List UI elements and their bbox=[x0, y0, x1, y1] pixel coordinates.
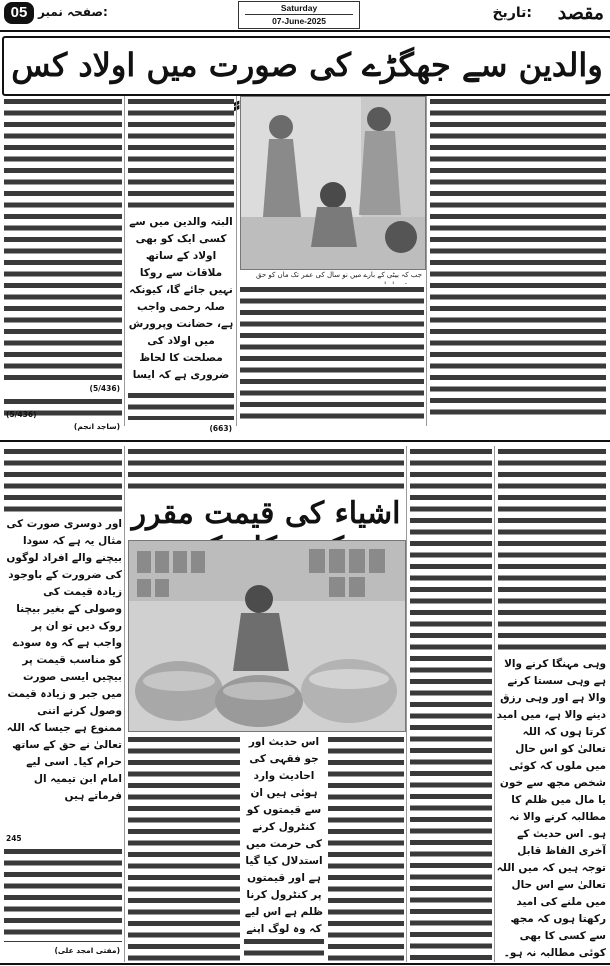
article1-headline-banner bbox=[2, 36, 610, 96]
page-bottom-rule bbox=[0, 963, 610, 965]
column-divider bbox=[124, 96, 125, 426]
article1-column-3-top bbox=[128, 96, 234, 210]
article2-column-3-top bbox=[128, 446, 404, 490]
page-label: صفحہ نمبر: bbox=[38, 5, 108, 19]
article1-pull-quote: البتہ والدین میں سے کسی ایک کو بھی اولاد کے ساتھ ملاقات سے روکا نہیں جائے گا، کیونکہ صلہ رحمی واجب ہے، حضانت وپرورش میں اولاد کی مصلحت کا لحاظ ضروری ہے کہ ایسا bbox=[128, 216, 234, 381]
header-rule bbox=[0, 30, 610, 32]
article1-photo bbox=[240, 96, 426, 270]
article2-ref-left: 245 bbox=[6, 834, 22, 843]
article2-column-5 bbox=[128, 734, 240, 962]
article-separator bbox=[0, 440, 610, 442]
article1-ref-3: (663) bbox=[209, 424, 232, 433]
article1-column-4 bbox=[4, 96, 122, 382]
column-divider bbox=[406, 446, 407, 962]
article1-headline: والدین سے جھگڑے کی صورت میں اولاد کس bbox=[11, 46, 603, 84]
article2-column-3 bbox=[328, 734, 404, 962]
article2-column-2 bbox=[410, 446, 492, 962]
page-number-badge: 05 bbox=[4, 2, 34, 24]
date-label: تاریخ: bbox=[492, 5, 532, 21]
family-argument-illustration bbox=[241, 97, 425, 269]
article2-credit: (مفتی امجد علی) bbox=[54, 946, 120, 955]
article1-column-1 bbox=[430, 96, 606, 420]
article2-photo bbox=[128, 540, 406, 732]
article2-column-6-bottom bbox=[4, 846, 122, 942]
newspaper-logo: مقصد bbox=[557, 2, 604, 24]
date-box bbox=[238, 1, 360, 29]
masthead bbox=[0, 0, 610, 30]
column-divider bbox=[124, 446, 125, 962]
article2-headline: اشیاء کی قیمت مقرر bbox=[131, 496, 401, 531]
column-divider bbox=[236, 96, 237, 426]
article2-pull-quote-left: اور دوسری صورت کی مثال یہ ہے کہ سودا بیچنے والے افراد لوگوں کی ضرورت کے باوجود زیادہ قیمت کی وصولی کے بغیر بیچنا روک دیں تو ان پر واجب ہے کہ وہ سودے کو مناسب قیمت پر بیچیں ایسی صورت میں جبر و زیادہ قیمت وصول کرنے اتنی ممنوع ہے جیسا کہ اللہ تعالیٰ نے حق کے ساتھ حرام کیا۔ اسی لیے امام ابن تیمیہ ال فرماتے ہیں bbox=[6, 518, 122, 802]
day-text: Saturday bbox=[280, 3, 318, 13]
date-text: 07-June-2025 bbox=[272, 16, 326, 26]
article2-column-1 bbox=[498, 446, 606, 652]
article1-column-3-bottom bbox=[128, 390, 234, 420]
grocery-shop-illustration bbox=[129, 541, 405, 731]
article1-column-2 bbox=[240, 284, 424, 420]
article2-column-6-top bbox=[4, 446, 122, 512]
article1-credit: (ساجد انجم) bbox=[73, 422, 120, 431]
column-divider bbox=[426, 96, 427, 426]
article1-ref-1: (5/436) bbox=[89, 384, 120, 393]
column-divider bbox=[494, 446, 495, 962]
article1-ref-2: (5/436) bbox=[6, 410, 37, 419]
article1-photo-caption: جب کہ بیٹی کے بارے میں نو سال کی عمر تک ماں کو حق bbox=[255, 271, 422, 279]
article2-pull-quote-right: وہی مہنگا کرنے والا ہے وہی سستا کرنے والا ہے اور وہی رزق دینے والا ہے، میں امید کرتا ہوں کہ اللہ تعالیٰ کو اس حال میں ملوں کہ کوئی شخص مجھ سے خون یا مال میں ظلم کا مطالبہ کرنے والا نہ ہو۔ اس حدیث کے آخری الفاظ قابل توجہ ہیں کہ میں اللہ تعالیٰ سے اس حال میں ملنے کی امید رکھتا ہوں کہ مجھ سے کسی کا بھی کوئی مطالبہ نہ ہو۔ bbox=[496, 658, 606, 959]
article2-column-4-end bbox=[244, 936, 324, 962]
article2-pull-quote-center: اس حدیث اور جو فقہی کی احادیث وارد ہوئی ہیں ان سے قیمتوں کو کنٹرول کرنے کی حرمت میں استدلال کیا گیا ہے اور قیمتوں پر کنٹرول کرنا ظلم ہے اس لیے کہ وہ لوگ اپنے bbox=[244, 736, 324, 934]
